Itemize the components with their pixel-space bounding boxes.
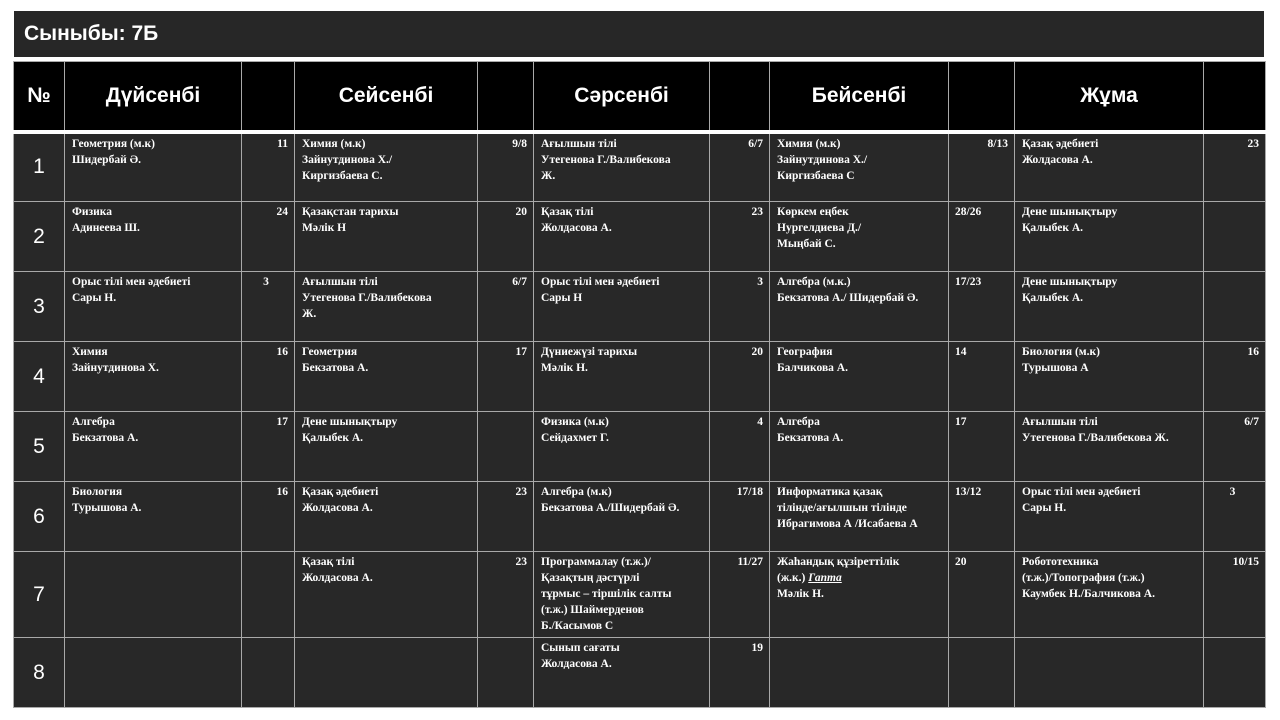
friday-room: 3	[1204, 482, 1266, 552]
wednesday-lesson: Дүниежүзі тарихы Мәлік Н.	[534, 342, 710, 412]
tuesday-room: 6/7	[478, 272, 534, 342]
header-row	[14, 62, 1266, 132]
wednesday-room: 19	[710, 638, 770, 708]
header-number: №	[14, 62, 65, 132]
header-monday: Дүйсенбі	[65, 62, 242, 132]
tuesday-lesson: Қазақстан тарихы Мәлік Н	[295, 202, 478, 272]
thursday-lesson: Химия (м.к) Зайнутдинова Х./ Киргизбаева С	[770, 132, 949, 202]
header-friday: Жұма	[1015, 62, 1204, 132]
tuesday-room: 20	[478, 202, 534, 272]
lesson-row-5	[14, 412, 1266, 482]
lesson-number: 6	[14, 482, 65, 552]
friday-lesson: Дене шынықтыру Қалыбек А.	[1015, 272, 1204, 342]
thursday-room: 8/13	[949, 132, 1015, 202]
friday-lesson: Орыс тілі мен әдебиеті Сары Н.	[1015, 482, 1204, 552]
schedule-table	[13, 61, 1266, 708]
tuesday-lesson: Химия (м.к) Зайнутдинова Х./ Киргизбаева С.	[295, 132, 478, 202]
monday-lesson: Орыс тілі мен әдебиеті Сары Н.	[65, 272, 242, 342]
monday-room: 17	[242, 412, 295, 482]
thursday-room: 14	[949, 342, 1015, 412]
friday-room	[1204, 638, 1266, 708]
thursday-lesson: Информатика қазақ тілінде/ағылшын тілінде Ибрагимова А /Исабаева А	[770, 482, 949, 552]
tuesday-lesson: Ағылшын тілі Утегенова Г./Валибекова Ж.	[295, 272, 478, 342]
header-monday-room	[242, 62, 295, 132]
thursday-lesson: География Балчикова А.	[770, 342, 949, 412]
monday-room: 24	[242, 202, 295, 272]
wednesday-lesson: Алгебра (м.к) Бекзатова А./Шидербай Ә.	[534, 482, 710, 552]
tuesday-room	[478, 412, 534, 482]
friday-lesson: Дене шынықтыру Қалыбек А.	[1015, 202, 1204, 272]
thursday-room: 20	[949, 552, 1015, 638]
friday-room: 10/15	[1204, 552, 1266, 638]
lesson-row-2	[14, 202, 1266, 272]
tuesday-room: 17	[478, 342, 534, 412]
thursday-room	[949, 638, 1015, 708]
tuesday-room: 23	[478, 552, 534, 638]
lesson-number: 4	[14, 342, 65, 412]
friday-lesson: Робототехника (т.ж.)/Топография (т.ж.) Каумбек Н./Балчикова А.	[1015, 552, 1204, 638]
monday-room: 16	[242, 342, 295, 412]
tuesday-room	[478, 638, 534, 708]
monday-lesson: Алгебра Бекзатова А.	[65, 412, 242, 482]
lesson-number: 2	[14, 202, 65, 272]
wednesday-room: 11/27	[710, 552, 770, 638]
wednesday-lesson: Орыс тілі мен әдебиеті Сары Н	[534, 272, 710, 342]
monday-room	[242, 638, 295, 708]
thursday-lesson: Көркем еңбек Нургелдиева Д./ Мыңбай С.	[770, 202, 949, 272]
tuesday-room: 9/8	[478, 132, 534, 202]
tuesday-lesson: Геометрия Бекзатова А.	[295, 342, 478, 412]
wednesday-room: 17/18	[710, 482, 770, 552]
thursday-lesson: Жаһандық құзіреттілік (ж.к.) Гапта Мәлік Н.	[770, 552, 949, 638]
class-title: Сыныбы: 7Б	[14, 11, 1264, 57]
thursday-room: 13/12	[949, 482, 1015, 552]
header-wednesday-room	[710, 62, 770, 132]
wednesday-lesson: Ағылшын тілі Утегенова Г./Валибекова Ж.	[534, 132, 710, 202]
wednesday-room: 4	[710, 412, 770, 482]
header-thursday-room	[949, 62, 1015, 132]
wednesday-lesson: Сынып сағаты Жолдасова А.	[534, 638, 710, 708]
tuesday-lesson	[295, 638, 478, 708]
lesson-number: 5	[14, 412, 65, 482]
thursday-room: 17/23	[949, 272, 1015, 342]
lesson-row-3	[14, 272, 1266, 342]
friday-lesson: Қазақ әдебиеті Жолдасова А.	[1015, 132, 1204, 202]
friday-room: 16	[1204, 342, 1266, 412]
thursday-room: 17	[949, 412, 1015, 482]
wednesday-lesson: Физика (м.к) Сейдахмет Г.	[534, 412, 710, 482]
monday-lesson	[65, 552, 242, 638]
thursday-lesson: Алгебра (м.к.) Бекзатова А./ Шидербай Ә.	[770, 272, 949, 342]
thursday-lesson: Алгебра Бекзатова А.	[770, 412, 949, 482]
lesson-row-8	[14, 638, 1266, 708]
monday-room: 16	[242, 482, 295, 552]
thursday-room: 28/26	[949, 202, 1015, 272]
wednesday-room: 3	[710, 272, 770, 342]
wednesday-lesson: Программалау (т.ж.)/ Қазақтың дәстүрлі тұрмыс – тіршілік салты (т.ж.) Шаймерденов Б./Касымов С	[534, 552, 710, 638]
tuesday-lesson: Қазақ әдебиеті Жолдасова А.	[295, 482, 478, 552]
tuesday-lesson: Дене шынықтыру Қалыбек А.	[295, 412, 478, 482]
friday-room: 23	[1204, 132, 1266, 202]
friday-lesson: Биология (м.к) Турышова А	[1015, 342, 1204, 412]
tuesday-lesson: Қазақ тілі Жолдасова А.	[295, 552, 478, 638]
thursday-lesson	[770, 638, 949, 708]
header-thursday: Бейсенбі	[770, 62, 949, 132]
header-tuesday-room	[478, 62, 534, 132]
lesson-row-4	[14, 342, 1266, 412]
wednesday-lesson: Қазақ тілі Жолдасова А.	[534, 202, 710, 272]
monday-room	[242, 552, 295, 638]
monday-room: 11	[242, 132, 295, 202]
tuesday-room: 23	[478, 482, 534, 552]
wednesday-room: 20	[710, 342, 770, 412]
lesson-number: 7	[14, 552, 65, 638]
monday-lesson: Физика Адинеева Ш.	[65, 202, 242, 272]
lesson-number: 8	[14, 638, 65, 708]
friday-room	[1204, 202, 1266, 272]
monday-lesson: Биология Турышова А.	[65, 482, 242, 552]
monday-lesson: Геометрия (м.к) Шидербай Ә.	[65, 132, 242, 202]
lesson-row-1	[14, 132, 1266, 202]
monday-lesson: Химия Зайнутдинова Х.	[65, 342, 242, 412]
header-wednesday: Сәрсенбі	[534, 62, 710, 132]
lesson-number: 3	[14, 272, 65, 342]
wednesday-room: 6/7	[710, 132, 770, 202]
friday-lesson: Ағылшын тілі Утегенова Г./Валибекова Ж.	[1015, 412, 1204, 482]
monday-lesson	[65, 638, 242, 708]
header-tuesday: Сейсенбі	[295, 62, 478, 132]
lesson-number: 1	[14, 132, 65, 202]
header-friday-room	[1204, 62, 1266, 132]
monday-room: 3	[242, 272, 295, 342]
lesson-row-7	[14, 552, 1266, 638]
friday-lesson	[1015, 638, 1204, 708]
friday-room: 6/7	[1204, 412, 1266, 482]
friday-room	[1204, 272, 1266, 342]
wednesday-room: 23	[710, 202, 770, 272]
lesson-row-6	[14, 482, 1266, 552]
